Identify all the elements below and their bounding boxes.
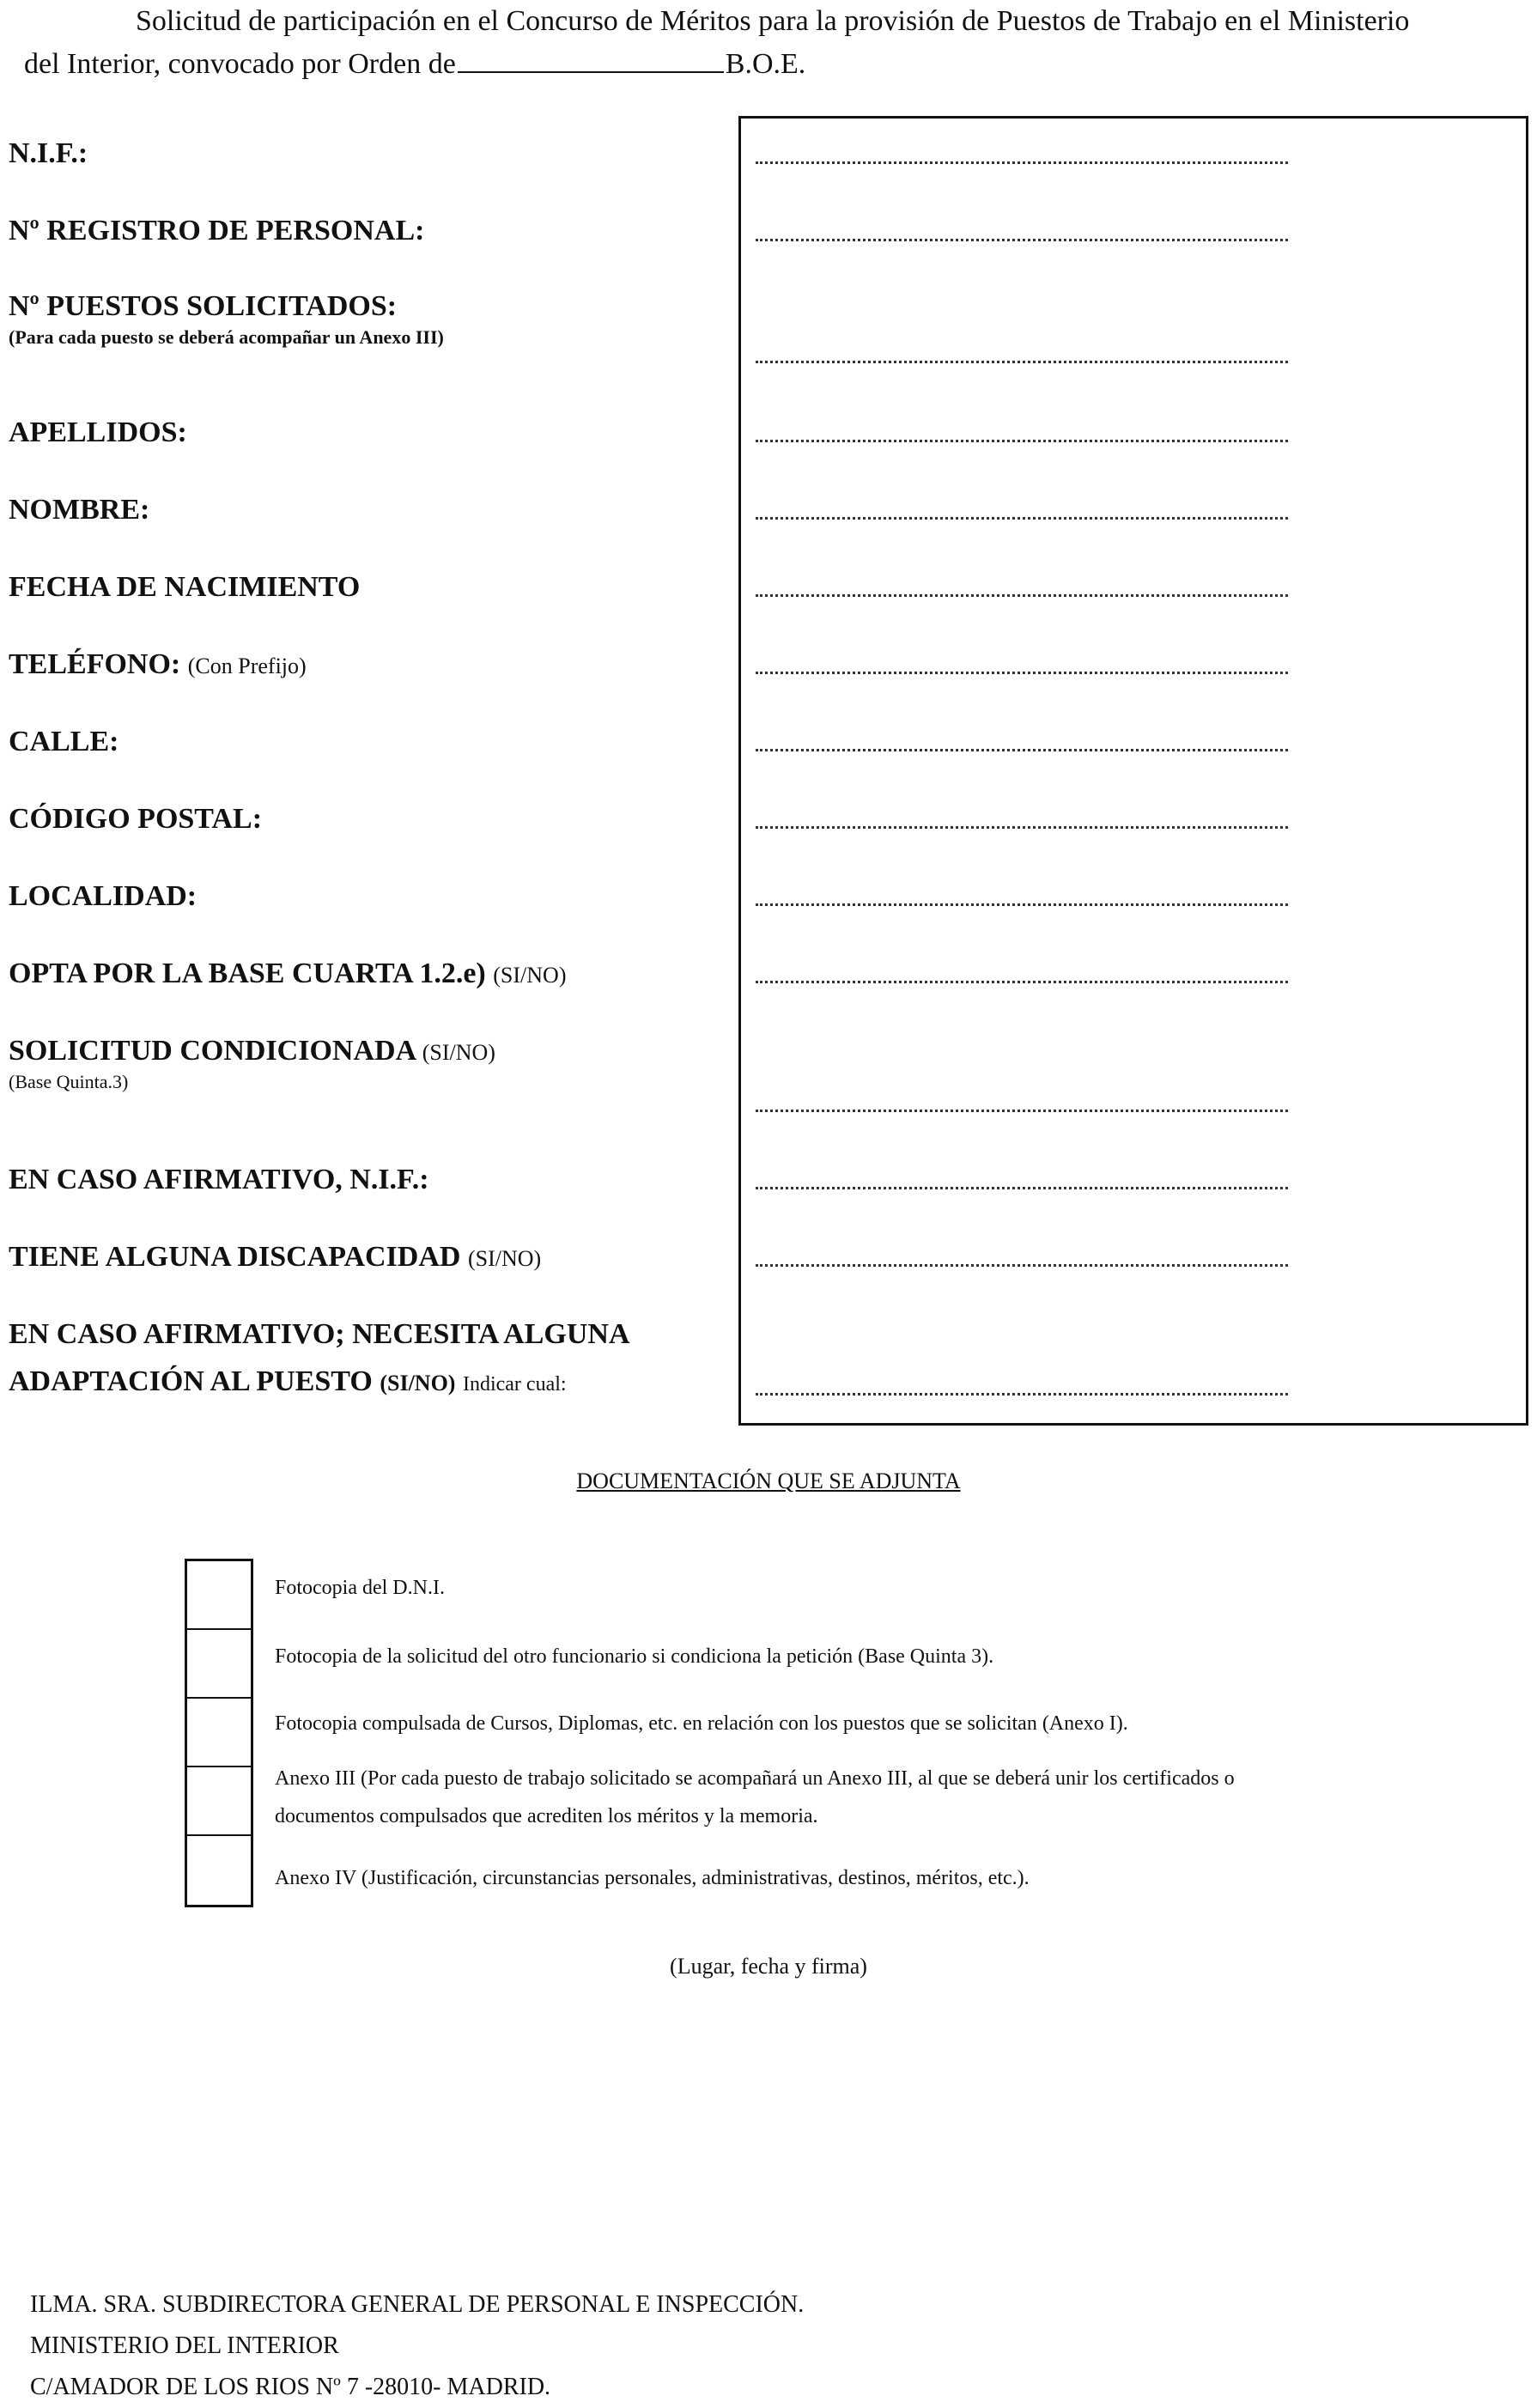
label-adaptacion-sino: (SI/NO): [380, 1371, 456, 1396]
input-registro[interactable]: [756, 239, 1288, 241]
doc-item-dni: Fotocopia del D.N.I.: [275, 1577, 445, 1599]
input-codigo-postal[interactable]: [756, 826, 1288, 829]
recipient-line-2: MINISTERIO DEL INTERIOR: [30, 2332, 339, 2359]
label-necesita-adaptacion: EN CASO AFIRMATIVO; NECESITA ALGUNA: [9, 1318, 630, 1350]
doc-item-anexo-iv: Anexo IV (Justificación, circunstancias personales, administrativas, destinos, méritos, etc.).: [275, 1867, 1030, 1889]
input-discapacidad[interactable]: [756, 1264, 1288, 1267]
recipient-line-3: C/AMADOR DE LOS RIOS Nº 7 -28010- MADRID.: [30, 2374, 551, 2400]
input-fecha-nacimiento[interactable]: [756, 594, 1288, 597]
checkbox-anexo-iii[interactable]: [187, 1767, 251, 1836]
checkbox-cursos[interactable]: [187, 1699, 251, 1767]
label-nif: N.I.F.:: [9, 137, 88, 169]
boe-text: B.O.E.: [725, 48, 806, 80]
label-solicitud-condicionada: SOLICITUD CONDICIONADA (SI/NO) (Base Quinta.3): [9, 1035, 495, 1092]
label-fecha-nacimiento: FECHA DE NACIMIENTO: [9, 571, 361, 603]
doc-item-solicitud-otro: Fotocopia de la solicitud del otro funcionario si condiciona la petición (Base Quinta 3).: [275, 1645, 994, 1668]
input-puestos[interactable]: [756, 361, 1288, 363]
input-base-cuarta[interactable]: [756, 981, 1288, 983]
recipient-line-1: ILMA. SRA. SUBDIRECTORA GENERAL DE PERSONAL E INSPECCIÓN.: [30, 2291, 805, 2318]
label-calle: CALLE:: [9, 726, 119, 757]
label-nombre: NOMBRE:: [9, 494, 150, 526]
label-base-cuarta-note: (SI/NO): [493, 963, 567, 988]
label-puestos: Nº PUESTOS SOLICITADOS: (Para cada puesto se deberá acompañar un Anexo III): [9, 290, 444, 348]
doc-item-anexo-iii-cont: documentos compulsados que acrediten los méritos y la memoria.: [275, 1805, 818, 1827]
label-discapacidad-note: (SI/NO): [467, 1246, 542, 1271]
label-caso-afirmativo-nif: EN CASO AFIRMATIVO, N.I.F.:: [9, 1164, 429, 1195]
checkbox-solicitud-otro[interactable]: [187, 1630, 251, 1699]
input-caso-afirmativo-nif[interactable]: [756, 1187, 1288, 1189]
documentation-title: DOCUMENTACIÓN QUE SE ADJUNTA: [576, 1469, 961, 1493]
input-solicitud-condicionada[interactable]: [756, 1110, 1288, 1112]
doc-item-cursos: Fotocopia compulsada de Cursos, Diplomas, etc. en relación con los puestos que se solicitan (Anexo I).: [275, 1712, 1128, 1735]
input-apellidos[interactable]: [756, 440, 1288, 442]
label-codigo-postal: CÓDIGO POSTAL:: [9, 803, 263, 835]
input-adaptacion[interactable]: [756, 1393, 1288, 1396]
label-base-quinta: (Base Quinta.3): [9, 1071, 129, 1092]
label-localidad: LOCALIDAD:: [9, 880, 197, 912]
form-header: [24, 0, 1510, 86]
place-date-signature: (Lugar, fecha y firma): [670, 1954, 867, 1979]
entry-box: [738, 116, 1528, 1426]
label-adaptacion-puesto: ADAPTACIÓN AL PUESTO (SI/NO) Indicar cual:: [9, 1365, 567, 1397]
input-telefono[interactable]: [756, 672, 1288, 674]
input-nif[interactable]: [756, 161, 1288, 164]
header-line-1: Solicitud de participación en el Concurso de Méritos para la provisión de Puestos de Trabajo en el Ministerio: [136, 5, 1410, 37]
label-discapacidad: TIENE ALGUNA DISCAPACIDAD (SI/NO): [9, 1241, 542, 1273]
label-telefono-note: (Con Prefijo): [187, 654, 307, 678]
documentation-checkboxes: [185, 1559, 253, 1907]
header-line-2: [24, 43, 1510, 86]
label-base-cuarta: OPTA POR LA BASE CUARTA 1.2.e) (SI/NO): [9, 958, 567, 989]
label-registro: Nº REGISTRO DE PERSONAL:: [9, 215, 425, 246]
header-line-2-text: del Interior, convocado por Orden de: [24, 48, 456, 80]
checkbox-anexo-iv[interactable]: [187, 1836, 251, 1905]
recipient-address: [30, 2284, 804, 2408]
label-apellidos: APELLIDOS:: [9, 417, 187, 448]
input-nombre[interactable]: [756, 517, 1288, 520]
checkbox-dni[interactable]: [187, 1561, 251, 1630]
label-puestos-note: (Para cada puesto se deberá acompañar un Anexo III): [9, 326, 444, 348]
input-localidad[interactable]: [756, 903, 1288, 906]
doc-item-anexo-iii: Anexo III (Por cada puesto de trabajo solicitado se acompañará un Anexo III, al que se deberá unir los certificados o: [275, 1767, 1235, 1790]
label-telefono: TELÉFONO: (Con Prefijo): [9, 648, 307, 680]
label-adaptacion-indicar: Indicar cual:: [462, 1373, 567, 1396]
order-date-blank[interactable]: [458, 46, 724, 73]
label-solicitud-condicionada-note: (SI/NO): [422, 1040, 495, 1065]
input-calle[interactable]: [756, 749, 1288, 751]
